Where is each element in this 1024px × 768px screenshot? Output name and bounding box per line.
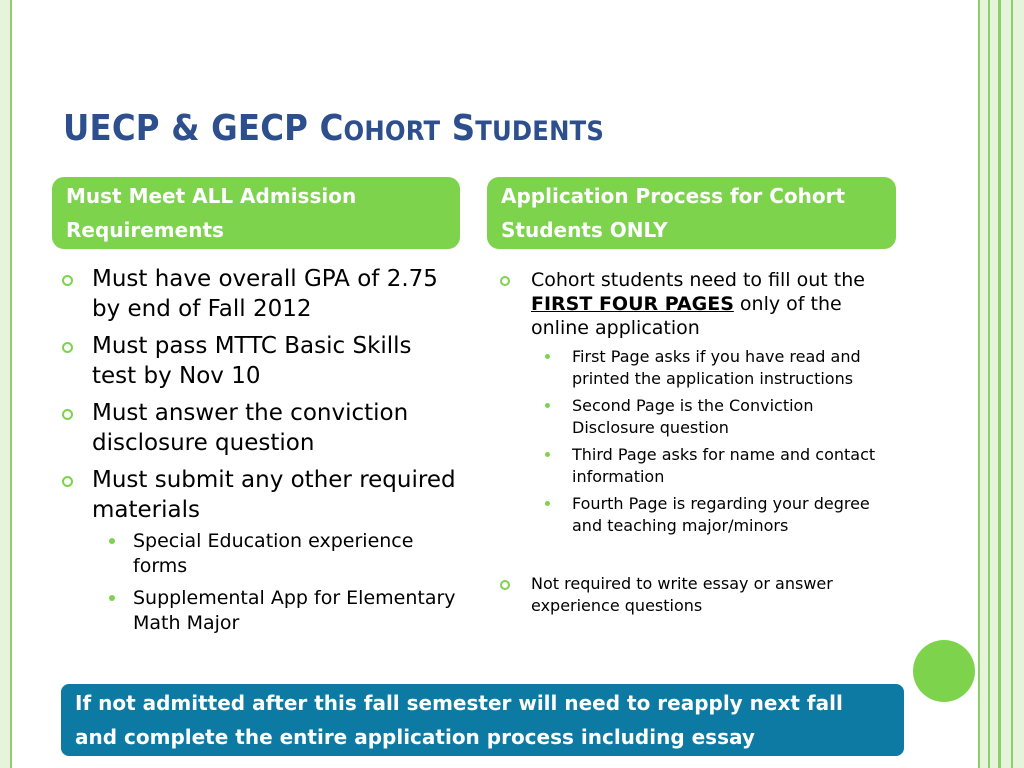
list-item-text: only of the online application	[531, 293, 842, 339]
list-item	[62, 398, 462, 458]
list-item-text: Must have overall GPA of 2.75 by end of Fall 2012	[92, 266, 438, 322]
title-text: S	[440, 108, 476, 149]
list-item	[62, 331, 462, 391]
green-circle-decoration	[913, 640, 975, 702]
sub-list-item	[92, 529, 462, 579]
list-item-text: Cohort students need to fill out the	[531, 269, 865, 291]
title-text: UECP & GECP C	[63, 108, 344, 149]
left-column	[62, 264, 462, 643]
slide-title	[63, 108, 604, 149]
sub-list-item	[92, 586, 462, 636]
sub-list-item-text: Special Education experience forms	[133, 530, 414, 577]
right-stripe-decoration	[980, 0, 988, 768]
sub-list-item	[531, 395, 900, 439]
dot-bullet-icon	[545, 354, 550, 359]
sub-list-item	[531, 444, 900, 488]
left-border-line	[10, 0, 12, 768]
list-item-text: Must pass MTTC Basic Skills test by Nov 10	[92, 333, 412, 389]
footer-banner: If not admitted after this fall semester will need to reapply next fall and complete the entire application process including essay	[61, 684, 904, 756]
list-item	[62, 264, 462, 324]
circle-bullet-icon	[62, 476, 73, 487]
sub-list-item	[531, 493, 900, 537]
circle-bullet-icon	[500, 580, 510, 590]
title-text: TUDENTS	[475, 116, 605, 147]
list-item	[500, 573, 900, 617]
dot-bullet-icon	[545, 403, 550, 408]
left-border-decoration	[0, 0, 10, 768]
emphasis-text: FIRST FOUR PAGES	[531, 293, 734, 315]
right-stripe-decoration	[990, 0, 998, 768]
list-item	[500, 268, 900, 537]
left-column-header: Must Meet ALL Admission Requirements	[52, 177, 460, 249]
sub-list-item	[531, 346, 900, 390]
sub-list	[92, 529, 462, 636]
dot-bullet-icon	[545, 452, 550, 457]
sub-list-item-text: Fourth Page is regarding your degree and teaching major/minors	[572, 494, 870, 535]
right-column-header: Application Process for Cohort Students ONLY	[487, 177, 896, 249]
requirements-list	[62, 264, 462, 636]
sub-list-item-text: Supplemental App for Elementary Math Major	[133, 587, 456, 634]
right-column	[500, 268, 900, 617]
right-stripe-decoration	[1013, 0, 1024, 768]
list-item-text: Must answer the conviction disclosure question	[92, 400, 409, 456]
dot-bullet-icon	[545, 501, 550, 506]
sub-list-item-text: First Page asks if you have read and printed the application instructions	[572, 347, 861, 388]
list-item	[62, 465, 462, 636]
sub-list-item-text: Third Page asks for name and contact information	[572, 445, 876, 486]
dot-bullet-icon	[109, 538, 115, 544]
circle-bullet-icon	[62, 342, 73, 353]
dot-bullet-icon	[109, 595, 115, 601]
circle-bullet-icon	[62, 409, 73, 420]
list-item-text: Not required to write essay or answer experience questions	[531, 574, 833, 615]
list-item-text: Must submit any other required materials	[92, 467, 456, 523]
right-stripe-decoration	[1001, 0, 1011, 768]
circle-bullet-icon	[62, 275, 73, 286]
title-text: OHORT	[343, 116, 441, 147]
process-list	[500, 268, 900, 617]
sub-list-item-text: Second Page is the Conviction Disclosure question	[572, 396, 814, 437]
circle-bullet-icon	[500, 276, 510, 286]
sub-list	[531, 346, 900, 537]
